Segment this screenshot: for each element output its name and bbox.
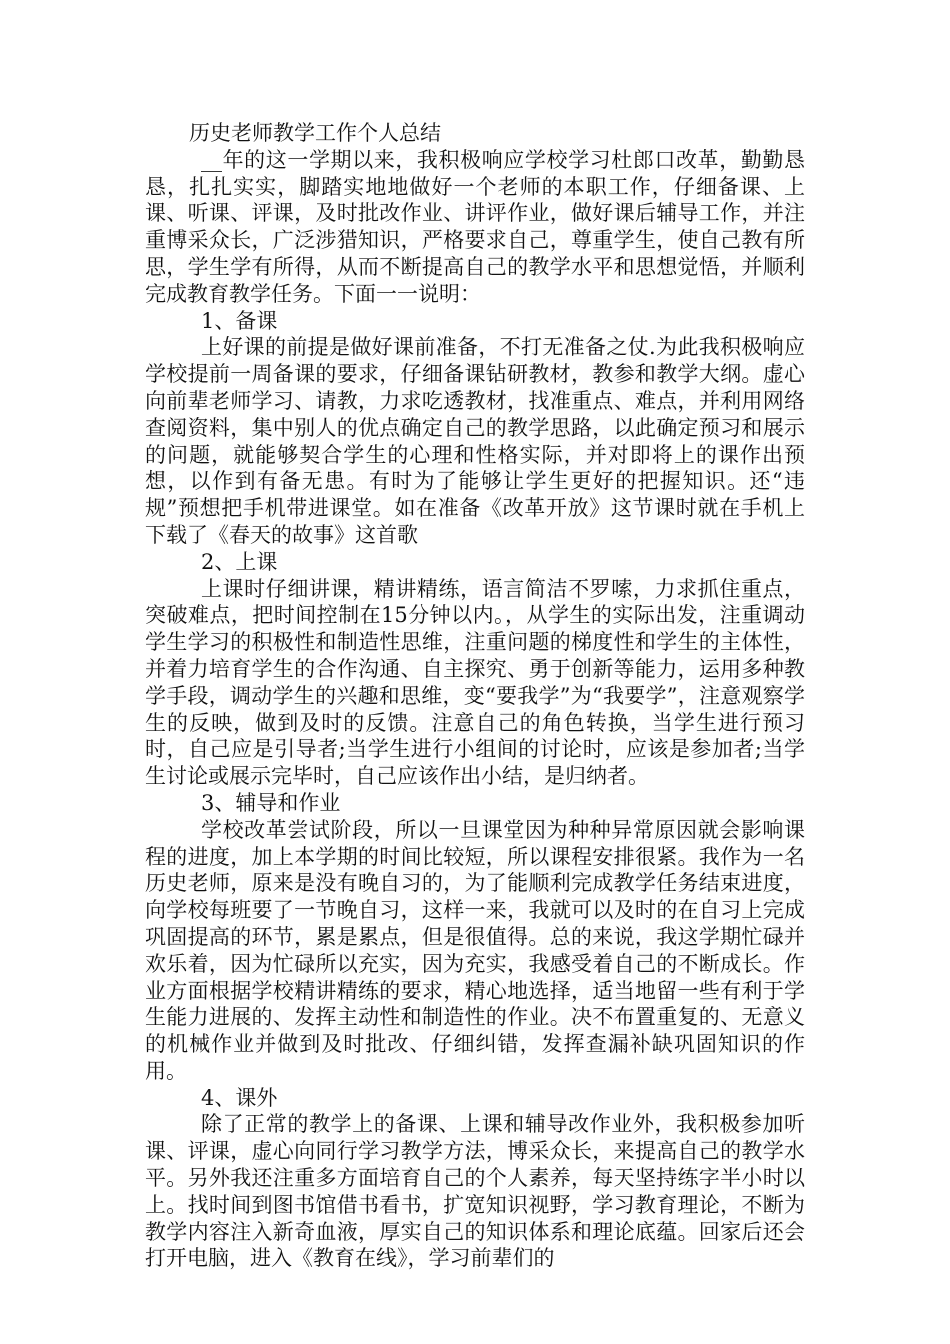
section-heading-lesson-prep: 1、备课 [201, 308, 278, 333]
section-heading-extracurricular: 4、课外 [201, 1085, 278, 1110]
intro-paragraph: __年的这一学期以来，我积极响应学校学习杜郎口改革，勤勤恳恳，扎扎实实，脚踏实地地做好一个老师的本职工作，仔细备课、上课、听课、评课，及时批改作业、讲评作业，做好课后辅导工作，并注重博采众长，广泛涉猎知识，严格要求自己，尊重学生，使自己教有所思，学生学有所得，从而不断提高自己的教学水平和思想觉悟，并顺利完成教育教学任务。下面一一说明： [145, 147, 805, 306]
section-heading-teaching: 2、上课 [201, 549, 278, 574]
section-heading-tutoring-homework: 3、辅导和作业 [201, 790, 341, 815]
section-text-lesson-prep: 上好课的前提是做好课前准备，不打无准备之仗.为此我积极响应学校提前一周备课的要求，仔细备课钻研教材，教参和教学大纲。虚心向前辈老师学习、请教，力求吃透教材，找准重点、难点，并利用网络查阅资料，集中别人的优点确定自己的教学思路，以此确定预习和展示的问题，就能够契合学生的心理和性格实际，并对即将上的课作出预想，以作到有备无患。有时为了能够让学生更好的把握知识。还“违规”预想把手机带进课堂。如在准备《改革开放》这节课时就在手机上下载了《春天的故事》这首歌 [145, 335, 805, 547]
section-text-extracurricular: 除了正常的教学上的备课、上课和辅导改作业外，我积极参加听课、评课，虚心向同行学习教学方法，博采众长，来提高自己的教学水平。另外我还注重多方面培育自己的个人素养，每天坚持练字半小时以上。找时间到图书馆借书看书，扩宽知识视野，学习教育理论，不断为教学内容注入新奇血液，厚实自己的知识体系和理论底蕴。回家后还会打开电脑，进入《教育在线》，学习前辈们的 [145, 1112, 805, 1271]
document-title: 历史老师教学工作个人总结 [189, 121, 441, 145]
section-text-tutoring-homework: 学校改革尝试阶段，所以一旦课堂因为种种异常原因就会影响课程的进度，加上本学期的时间比较短，所以课程安排很紧。我作为一名历史老师，原来是没有晚自习的，为了能顺利完成教学任务结束进度，向学校每班要了一节晚自习，这样一来，我就可以及时的在自习上完成巩固提高的环节，累是累点，但是很值得。总的来说，我这学期忙碌并欢乐着，因为忙碌所以充实，因为充实，我感受着自己的不断成长。作业方面根据学校精讲精练的要求，精心地选择，适当地留一些有利于学生能力进展的、发挥主动性和制造性的作业。决不布置重复的、无意义的机械作业并做到及时批改、仔细纠错，发挥查漏补缺巩固知识的作用。 [145, 817, 805, 1083]
section-text-teaching: 上课时仔细讲课，精讲精练，语言简洁不罗嗦，力求抓住重点，突破难点，把时间控制在15分钟以内。，从学生的实际出发，注重调动学生学习的积极性和制造性思维，注重问题的梯度性和学生的主体性，并着力培育学生的合作沟通、自主探究、勇于创新等能力，运用多种教学手段，调动学生的兴趣和思维，变“要我学”为“我要学”，注意观察学生的反映，做到及时的反馈。注意自己的角色转换，当学生进行预习时，自己应是引导者;当学生进行小组间的讨论时，应该是参加者;当学生讨论或展示完毕时，自己应该作出小结，是归纳者。 [145, 576, 805, 789]
document-page [145, 120, 805, 1272]
